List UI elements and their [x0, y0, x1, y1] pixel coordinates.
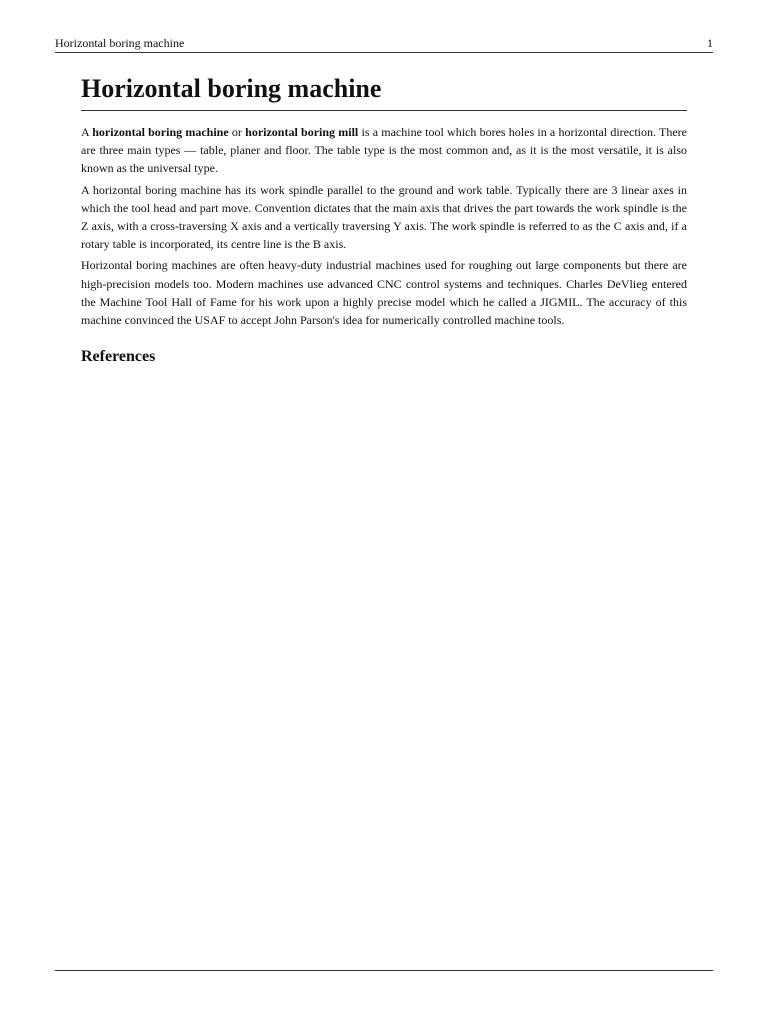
running-header — [55, 36, 713, 53]
bold-term-horizontal-boring-mill: horizontal boring mill — [245, 125, 359, 139]
references-heading: References — [81, 348, 156, 366]
bold-term-horizontal-boring-machine: horizontal boring machine — [92, 125, 229, 139]
running-title: Horizontal boring machine — [55, 36, 185, 50]
paragraph-axes — [81, 181, 687, 254]
text-run: Horizontal boring machines are often heavy-duty industrial machines used for roughing out large components but there are high-precision models too. Modern machines use advanced CNC control systems and techniques. Charles DeVlieg entered the Machine Tool Hall of Fame for his work upon a highly precise model which he called a JIGMIL. The accuracy of this machine convinced the USAF to accept John Parson's idea for numerically controlled machine tools. — [81, 258, 687, 328]
text-run: or — [228, 125, 246, 139]
article-body — [81, 72, 687, 367]
footer-rule — [55, 970, 713, 971]
article-title: Horizontal boring machine — [81, 72, 687, 111]
paragraph-uses — [81, 256, 687, 329]
page-number: 1 — [707, 36, 713, 50]
text-run: A — [81, 125, 93, 139]
paragraph-intro — [81, 123, 687, 178]
text-run: A horizontal boring machine has its work spindle parallel to the ground and work table. Typically there are 3 linear axes in which the tool head and part move. Convention dictates that the main axis that drives the part towards the work spindle is the Z axis, with a cross-traversing X axis and a vertically traversing Y axis. The work spindle is referred to as the C axis and, if a rotary table is incorporated, its centre line is the B axis. — [81, 182, 687, 252]
text-run: is a machine tool which bores holes in a horizontal direction. There are three main types — table, planer and floor. The table type is the most common and, as it is the most versatile, it is also known as the universal type. — [81, 125, 687, 176]
